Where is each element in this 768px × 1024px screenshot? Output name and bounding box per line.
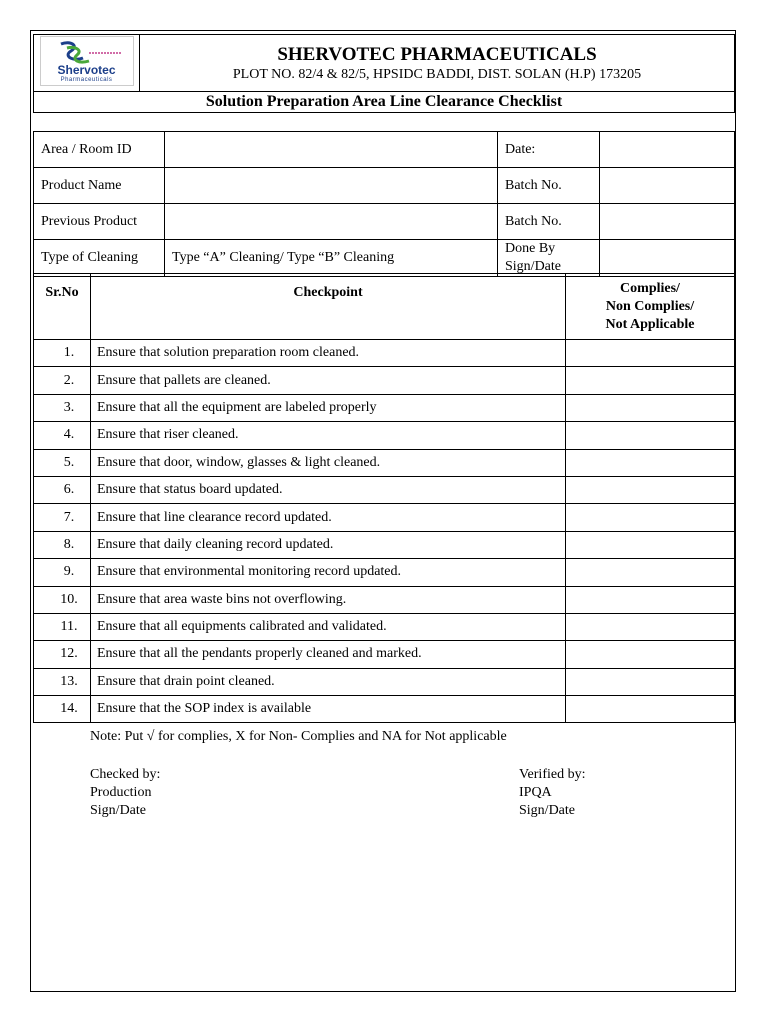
checkpoint-cell: Ensure that daily cleaning record updated.	[91, 531, 566, 558]
info-row	[34, 240, 735, 277]
sr-no-cell: 6.	[34, 476, 91, 503]
table-row	[34, 394, 735, 421]
complies-field[interactable]	[566, 422, 735, 449]
not-applicable-header-line: Not Applicable	[605, 316, 695, 332]
complies-field[interactable]	[566, 504, 735, 531]
table-row	[34, 613, 735, 640]
verified-by-block	[519, 766, 585, 820]
complies-field[interactable]	[566, 613, 735, 640]
batch-label: Batch No.	[498, 168, 600, 204]
sr-no-cell: 5.	[34, 449, 91, 476]
checked-by-block	[90, 766, 160, 820]
sr-no-cell: 2.	[34, 367, 91, 394]
table-row	[34, 586, 735, 613]
complies-header-line: Complies/	[620, 280, 680, 296]
sr-no-cell: 14.	[34, 696, 91, 723]
checked-by-dept: Production	[90, 785, 152, 800]
previous-product-label: Previous Product	[34, 204, 165, 240]
cleaning-type-value: Type “A” Cleaning/ Type “B” Cleaning	[165, 240, 498, 277]
sr-no-header: Sr.No	[34, 274, 91, 340]
sr-no-cell: 13.	[34, 668, 91, 695]
table-row	[34, 504, 735, 531]
checklist-header-row	[34, 274, 735, 340]
info-row	[34, 204, 735, 240]
checkpoint-cell: Ensure that riser cleaned.	[91, 422, 566, 449]
product-label: Product Name	[34, 168, 165, 204]
table-row	[34, 531, 735, 558]
sr-no-cell: 8.	[34, 531, 91, 558]
info-table	[33, 131, 735, 277]
verified-by-label: Verified by:	[519, 767, 586, 782]
done-by-field[interactable]	[600, 240, 735, 277]
table-row	[34, 641, 735, 668]
company-name: SHERVOTEC PHARMACEUTICALS	[277, 44, 597, 65]
sr-no-cell: 7.	[34, 504, 91, 531]
previous-batch-field[interactable]	[600, 204, 735, 240]
cleaning-type-label: Type of Cleaning	[34, 240, 165, 277]
complies-field[interactable]	[566, 586, 735, 613]
sr-no-cell: 4.	[34, 422, 91, 449]
complies-field[interactable]	[566, 559, 735, 586]
checkpoint-cell: Ensure that line clearance record updated.	[91, 504, 566, 531]
checklist-table	[33, 273, 735, 723]
non-complies-header-line: Non Complies/	[605, 298, 695, 314]
logo-subtext: Pharmaceuticals	[60, 76, 113, 83]
previous-product-field[interactable]	[165, 204, 498, 240]
complies-field[interactable]	[566, 449, 735, 476]
checkpoint-cell: Ensure that environmental monitoring record updated.	[91, 559, 566, 586]
checkpoint-header: Checkpoint	[91, 274, 566, 340]
table-row	[34, 559, 735, 586]
complies-field[interactable]	[566, 394, 735, 421]
sr-no-cell: 3.	[34, 394, 91, 421]
table-row	[34, 340, 735, 367]
checkpoint-cell: Ensure that all the equipment are labeled properly	[91, 394, 566, 421]
area-label: Area / Room ID	[34, 132, 165, 168]
company-cell	[140, 35, 735, 92]
complies-field[interactable]	[566, 367, 735, 394]
checkpoint-cell: Ensure that the SOP index is available	[91, 696, 566, 723]
logo-cell	[34, 35, 140, 92]
info-row	[34, 132, 735, 168]
table-row	[34, 696, 735, 723]
complies-field[interactable]	[566, 696, 735, 723]
checkpoint-cell: Ensure that door, window, glasses & light cleaned.	[91, 449, 566, 476]
checkpoint-cell: Ensure that all equipments calibrated and validated.	[91, 613, 566, 640]
checked-by-label: Checked by:	[90, 767, 161, 782]
sr-no-cell: 1.	[34, 340, 91, 367]
product-field[interactable]	[165, 168, 498, 204]
date-label: Date:	[498, 132, 600, 168]
done-by-label	[498, 240, 600, 277]
sr-no-cell: 12.	[34, 641, 91, 668]
done-by-sign-date: Sign/Date	[505, 259, 561, 274]
company-address: PLOT NO. 82/4 & 82/5, HPSIDC BADDI, DIST. SOLAN (H.P) 173205	[232, 67, 642, 82]
complies-header	[566, 274, 735, 340]
table-row	[34, 449, 735, 476]
sr-no-cell: 11.	[34, 613, 91, 640]
verified-by-dept: IPQA	[519, 785, 552, 800]
verified-by-sign: Sign/Date	[519, 803, 575, 818]
checkpoint-cell: Ensure that drain point cleaned.	[91, 668, 566, 695]
sr-no-cell: 10.	[34, 586, 91, 613]
table-row	[34, 476, 735, 503]
date-field[interactable]	[600, 132, 735, 168]
previous-batch-label: Batch No.	[498, 204, 600, 240]
document-header	[33, 34, 735, 113]
checkpoint-cell: Ensure that status board updated.	[91, 476, 566, 503]
sr-no-cell: 9.	[34, 559, 91, 586]
table-row	[34, 668, 735, 695]
done-by-text: Done By	[505, 241, 556, 256]
checkpoint-cell: Ensure that area waste bins not overflowing.	[91, 586, 566, 613]
checkpoint-cell: Ensure that all the pendants properly cleaned and marked.	[91, 641, 566, 668]
document-title: Solution Preparation Area Line Clearance Checklist	[34, 92, 735, 113]
complies-field[interactable]	[566, 340, 735, 367]
area-field[interactable]	[165, 132, 498, 168]
checked-by-sign: Sign/Date	[90, 803, 146, 818]
note-text: Note: Put √ for complies, X for Non- Complies and NA for Not applicable	[90, 729, 507, 744]
complies-field[interactable]	[566, 476, 735, 503]
logo-text: Shervotec	[57, 62, 116, 77]
checkpoint-cell: Ensure that solution preparation room cleaned.	[91, 340, 566, 367]
company-logo	[40, 36, 134, 86]
table-row	[34, 367, 735, 394]
complies-field[interactable]	[566, 668, 735, 695]
checkpoint-cell: Ensure that pallets are cleaned.	[91, 367, 566, 394]
info-row	[34, 168, 735, 204]
complies-field[interactable]	[566, 641, 735, 668]
table-row	[34, 422, 735, 449]
checklist-body	[34, 340, 735, 723]
complies-field[interactable]	[566, 531, 735, 558]
batch-field[interactable]	[600, 168, 735, 204]
